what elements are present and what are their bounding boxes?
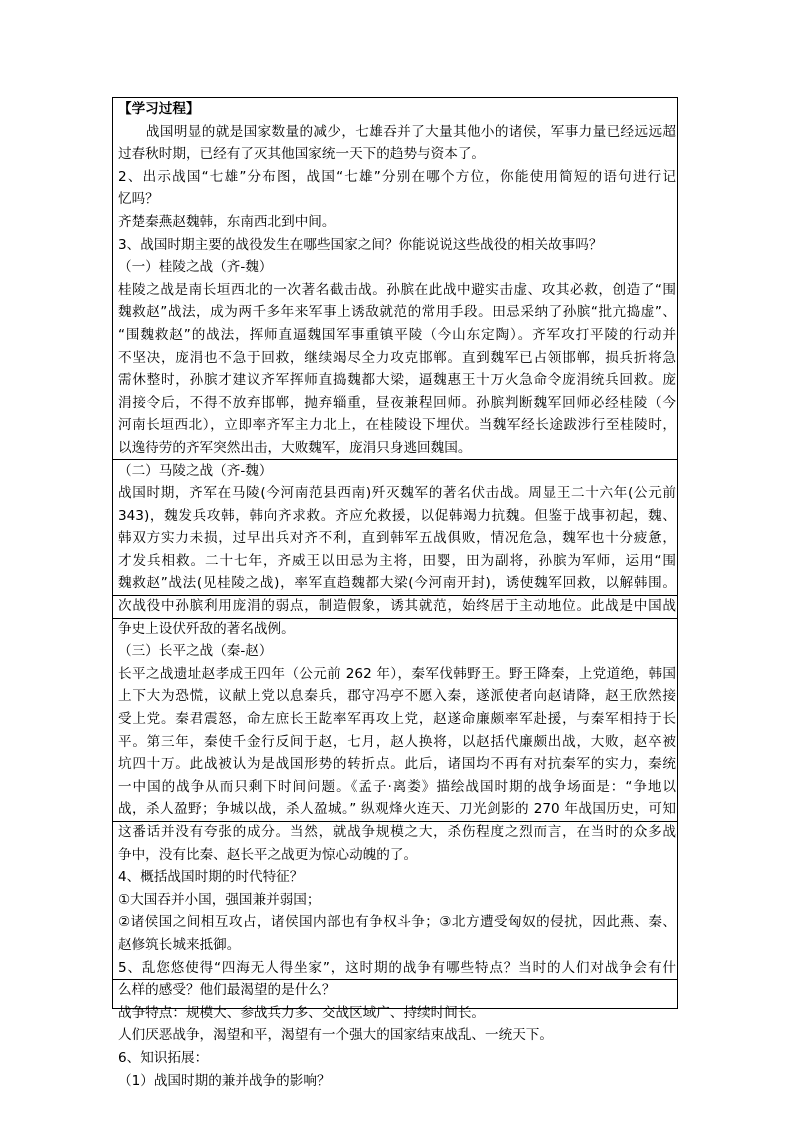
text-line: 人们厌恶战争，渴望和平，渴望有一个强大的国家结束战乱、一统天下。	[118, 1027, 553, 1044]
text-line: 魏救赵”战法(见桂陵之战)，率军直趋魏都大梁(今河南开封)，诱使魏军回救，以解韩围。	[118, 575, 676, 592]
text-line: 6、知识拓展：	[118, 1049, 209, 1066]
text-line: 河南长垣西北），立即率齐军主力北上，在桂陵设下埋伏。当魏军经长途跋涉行至桂陵时，	[118, 417, 676, 434]
text-line: 需休整时，孙膑才建议齐军挥师直捣魏都大梁，逼魏惠王十万火急命令庞涓统兵回救。庞	[118, 372, 676, 389]
text-line: （1）战国时期的兼并战争的影响？	[118, 1072, 331, 1089]
text-line: 坑四十万。此战被认为是战国形势的转折点。此后，诸国均不再有对抗秦军的实力，秦统	[118, 756, 676, 773]
text-line: （三）长平之战（秦-赵）	[118, 643, 273, 660]
text-line: （一）桂陵之战（齐-魏）	[118, 259, 273, 276]
text-line: 争中，没有比秦、赵长平之战更为惊心动魄的了。	[118, 846, 418, 863]
text-line: （二）马陵之战（齐-魏）	[118, 462, 273, 479]
text-line: “围魏救赵”的战法，挥师直逼魏国军事重镇平陵（今山东定陶）。齐军攻打平陵的行动并	[118, 326, 676, 343]
text-line: 齐楚秦燕赵魏韩，东南西北到中间。	[118, 213, 336, 230]
text-line: 不坚决，庞涓也不急于回救，继续竭尽全力攻克邯郸。直到魏军已占领邯郸，损兵折将急	[118, 349, 676, 366]
text-line: 过春秋时期，已经有了灭其他国家统一天下的趋势与资本了。	[118, 146, 486, 163]
text-line: 2、出示战国“七雄”分布图，战国“七雄”分别在哪个方位，你能使用简短的语句进行记	[118, 168, 676, 185]
text-line: 争史上设伏歼敌的著名战例。	[118, 620, 295, 637]
text-line: 上下大为恐慌，议献上党以息秦兵，郡守冯亭不愿入秦，遂派使者向赵请降，赵王欣然接	[118, 688, 676, 705]
section-heading: 【学习过程】	[118, 101, 200, 117]
text-line: 么样的感受？他们最渴望的是什么？	[118, 982, 336, 999]
text-line: 韩双方实力未损，过早出兵对齐不利，直到韩军五战俱败，情况危急，魏军也十分疲惫，	[118, 530, 676, 547]
text-line: ①大国吞并小国，强国兼并弱国；	[118, 891, 321, 908]
text-line: 才发兵相救。二十七年，齐威王以田忌为主将，田婴，田为副将，孙膑为军师，运用“围	[118, 552, 676, 569]
text-line: 以逸待劳的齐军突然出击，大败魏军，庞涓只身逃回魏国。	[118, 439, 472, 456]
text-line: 平。第三年，秦使千金行反间于赵，七月，赵人换将，以赵括代廉颇出战，大败，赵卒被	[118, 733, 676, 750]
text-line: ②诸侯国之间相互攻占，诸侯国内部也有争权斗争；③北方遭受匈奴的侵扰，因此燕、秦、	[118, 914, 676, 931]
text-line: 次战役中孙膑利用庞涓的弱点，制造假象，诱其就范，始终居于主动地位。此战是中国战	[118, 598, 676, 615]
text-line: 5、乱您悠使得“四海无人得坐家”，这时期的战争有哪些特点？当时的人们对战争会有什	[118, 959, 676, 976]
body-text	[118, 121, 676, 1093]
text-line: 赵修筑长城来抵御。	[118, 936, 241, 953]
text-line: 战国时期，齐军在马陵(今河南范县西南)歼灭魏军的著名伏击战。周显王二十六年(公元前	[118, 485, 676, 502]
text-line: 忆吗？	[118, 191, 159, 208]
lesson-content	[118, 98, 676, 1092]
text-line: 受上党。秦君震怒，命左庶长王龁率军再攻上党，赵遂命廉颇率军赴援，与秦军相持于长	[118, 711, 676, 728]
text-line: 桂陵之战是南长垣西北的一次著名截击战。孙膑在此战中避实击虚、攻其必救，创造了“围	[118, 281, 676, 298]
text-line: 这番话并没有夸张的成分。当然，就战争规模之大，杀伤程度之烈而言，在当时的众多战	[118, 824, 676, 840]
text-line: 3、战国时期主要的战役发生在哪些国家之间？你能说说这些战役的相关故事吗？	[118, 236, 603, 253]
text-line: 魏救赵”战法，成为两千多年来军事上诱敌就范的常用手段。田忌采纳了孙膑“批亢捣虚”、	[118, 304, 676, 321]
text-line: 343)，魏发兵攻韩，韩向齐求救。齐应允救援，以促韩竭力抗魏。但鉴于战事初起，魏、	[118, 507, 676, 524]
text-line: 战，杀人盈野；争城以战，杀人盈城。” 纵观烽火连天、刀光剑影的 270 年战国历史，可知	[118, 801, 676, 818]
text-line: 战国明显的就是国家数量的减少，七雄吞并了大量其他小的诸侯，军事力量已经远远超	[118, 123, 676, 140]
text-line: 长平之战遗址赵孝成王四年（公元前 262 年），秦军伐韩野王。野王降秦，上党道绝，韩国	[118, 665, 676, 682]
text-line: 战争特点：规模大、参战兵力多、交战区域广、持续时间长。	[118, 1004, 486, 1021]
text-line: 涓接令后，不得不放弃邯郸，抛弃辎重，昼夜兼程回师。孙膑判断魏军回师必经桂陵（今	[118, 394, 676, 411]
text-line: 4、概括战国时期的时代特征？	[118, 869, 304, 886]
text-line: 一中国的战争从而只剩下时间问题。《孟子·离娄》描绘战国时期的战争场面是：“争地以	[118, 778, 676, 795]
